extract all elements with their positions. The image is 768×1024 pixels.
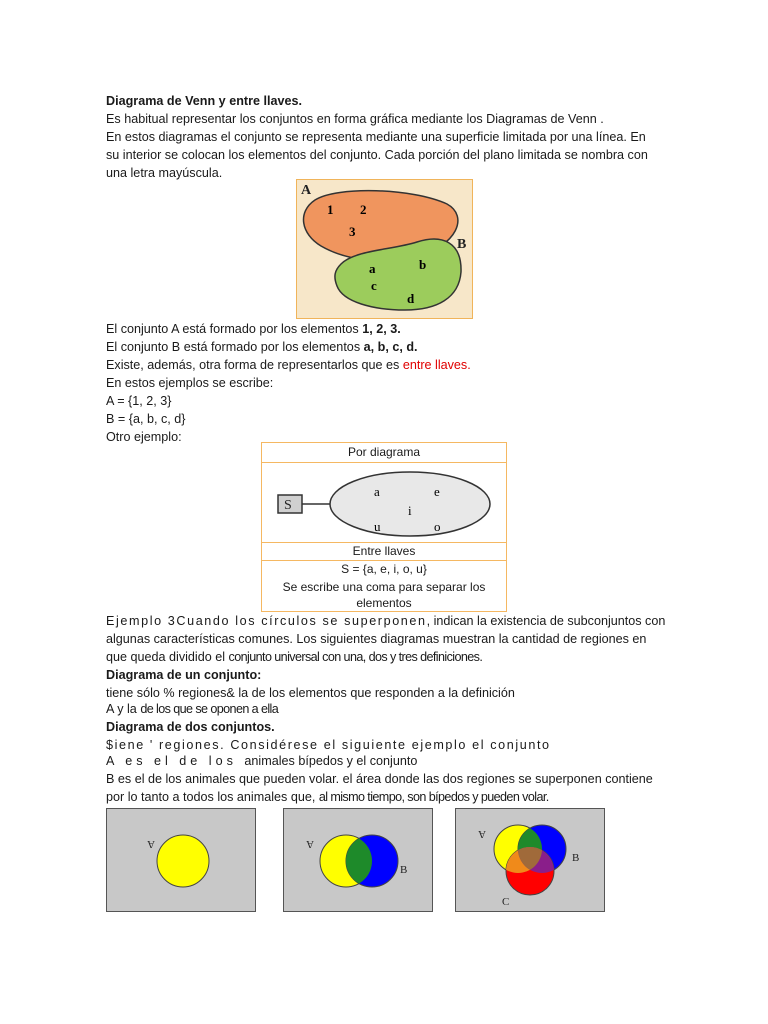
body2-line3b: conjunto universal con una, dos y tres definiciones. xyxy=(228,650,483,664)
venn-two-svg xyxy=(284,809,432,911)
venn-figure-blobs xyxy=(296,179,473,319)
example-table xyxy=(261,442,507,612)
vowel-set-diagram xyxy=(262,465,506,541)
body2-line6a: A y la xyxy=(106,702,141,716)
intro-paragraph-2a: En estos diagramas el conjunto se representa mediante una superficie limitada por una línea. En xyxy=(106,130,646,144)
set-b-element: a xyxy=(369,261,376,276)
body2-line4: Diagrama de un conjunto: xyxy=(106,668,262,682)
body2-line11 xyxy=(106,788,549,806)
body2-line1a: Ejemplo 3Cuando los círculos se superponen xyxy=(106,614,427,628)
intro-paragraph-2c: una letra mayúscula. xyxy=(106,166,223,180)
set-s-label: S xyxy=(284,498,292,513)
body2-line1 xyxy=(106,612,665,630)
table-header-braces: Entre llaves xyxy=(352,544,416,558)
vowel-element: u xyxy=(374,519,381,534)
examples-intro: En estos ejemplos se escribe: xyxy=(106,376,274,390)
entre-llaves-highlight: entre llaves. xyxy=(402,358,471,372)
body2-line5: tiene sólo % regiones& la de los elementos que responden a la definición xyxy=(106,686,515,700)
table-note-line2: elementos xyxy=(356,596,412,610)
set-b-values: a, b, c, d. xyxy=(363,340,418,354)
set-b-prefix: El conjunto B está formado por los elementos xyxy=(106,340,364,354)
set-a-element: 3 xyxy=(349,224,356,239)
set-a-element: 2 xyxy=(360,202,367,217)
set-a-description xyxy=(106,320,401,338)
body2-line6b: de los que se oponen a ella xyxy=(140,702,279,716)
body2-line9a: A es el de los xyxy=(106,754,245,768)
set-a-element: 1 xyxy=(327,202,334,217)
set-b-element: b xyxy=(419,257,427,272)
table-divider xyxy=(262,462,506,463)
intro-paragraph-2b: su interior se colocan los elementos del conjunto. Cada porción del plano limitada se nombra con xyxy=(106,148,648,162)
body2-line6 xyxy=(106,700,278,718)
other-form-text xyxy=(106,356,471,374)
circle-b-label: B xyxy=(572,852,580,864)
circle-a xyxy=(157,835,209,887)
intro-paragraph-1: Es habitual representar los conjuntos en forma gráfica mediante los Diagramas de Venn . xyxy=(106,112,604,126)
body2-line11b: al mismo tiempo, son bípedos y pueden volar. xyxy=(318,790,549,804)
body2-line2: algunas características comunes. Los siguientes diagramas muestran la cantidad de regiones en xyxy=(106,632,647,646)
set-a-prefix: El conjunto A está formado por los elementos xyxy=(106,322,363,336)
venn-three-sets xyxy=(455,808,605,912)
body2-line11a: por lo tanto a todos los animales que, xyxy=(106,790,319,804)
set-b-description xyxy=(106,338,418,356)
body2-line8: $iene ' regiones. Considérese el siguiente ejemplo el conjunto xyxy=(106,738,551,752)
vowel-element: a xyxy=(374,484,380,499)
circle-b-label: B xyxy=(400,864,408,876)
set-a-label: A xyxy=(301,183,312,198)
set-a-values: 1, 2, 3. xyxy=(362,322,401,336)
set-b-element: d xyxy=(407,291,415,306)
venn-one-svg xyxy=(107,809,255,911)
venn-one-set xyxy=(106,808,256,912)
table-header-diagram: Por diagrama xyxy=(347,445,421,459)
body2-line7: Diagrama de dos conjuntos. xyxy=(106,720,275,734)
body2-line10: B es el de los animales que pueden volar. el área donde las dos regiones se superponen contiene xyxy=(106,772,653,786)
body2-line3 xyxy=(106,648,482,666)
venn-three-svg xyxy=(456,809,604,911)
vowel-element: i xyxy=(408,503,412,518)
set-b-element: c xyxy=(371,278,377,293)
set-a-braces: A = {1, 2, 3} xyxy=(106,394,172,408)
section-title: Diagrama de Venn y entre llaves. xyxy=(106,94,302,108)
body2-line3a: que queda dividido el xyxy=(106,650,229,664)
circle-c-label: C xyxy=(502,896,510,908)
table-braces-value: S = {a, e, i, o, u} xyxy=(341,562,427,576)
set-b-label: B xyxy=(457,237,467,252)
circle-a-label: A xyxy=(478,828,486,840)
body2-line9 xyxy=(106,752,417,770)
circle-a-label: A xyxy=(147,838,155,850)
venn-two-sets xyxy=(283,808,433,912)
body2-line1b: , indican la existencia de subconjuntos con xyxy=(426,614,666,628)
circle-a-label: A xyxy=(306,838,314,850)
other-form-prefix: Existe, además, otra forma de representarlos que es xyxy=(106,358,403,372)
vowel-element: o xyxy=(434,519,441,534)
body2-line9b: animales bípedos y el conjunto xyxy=(244,754,418,768)
table-note-line1: Se escribe una coma para separar los xyxy=(282,580,486,594)
set-b-braces: B = {a, b, c, d} xyxy=(106,412,186,426)
vowel-element: e xyxy=(434,484,440,499)
other-example-label: Otro ejemplo: xyxy=(106,430,182,444)
blob-diagram xyxy=(297,180,472,318)
